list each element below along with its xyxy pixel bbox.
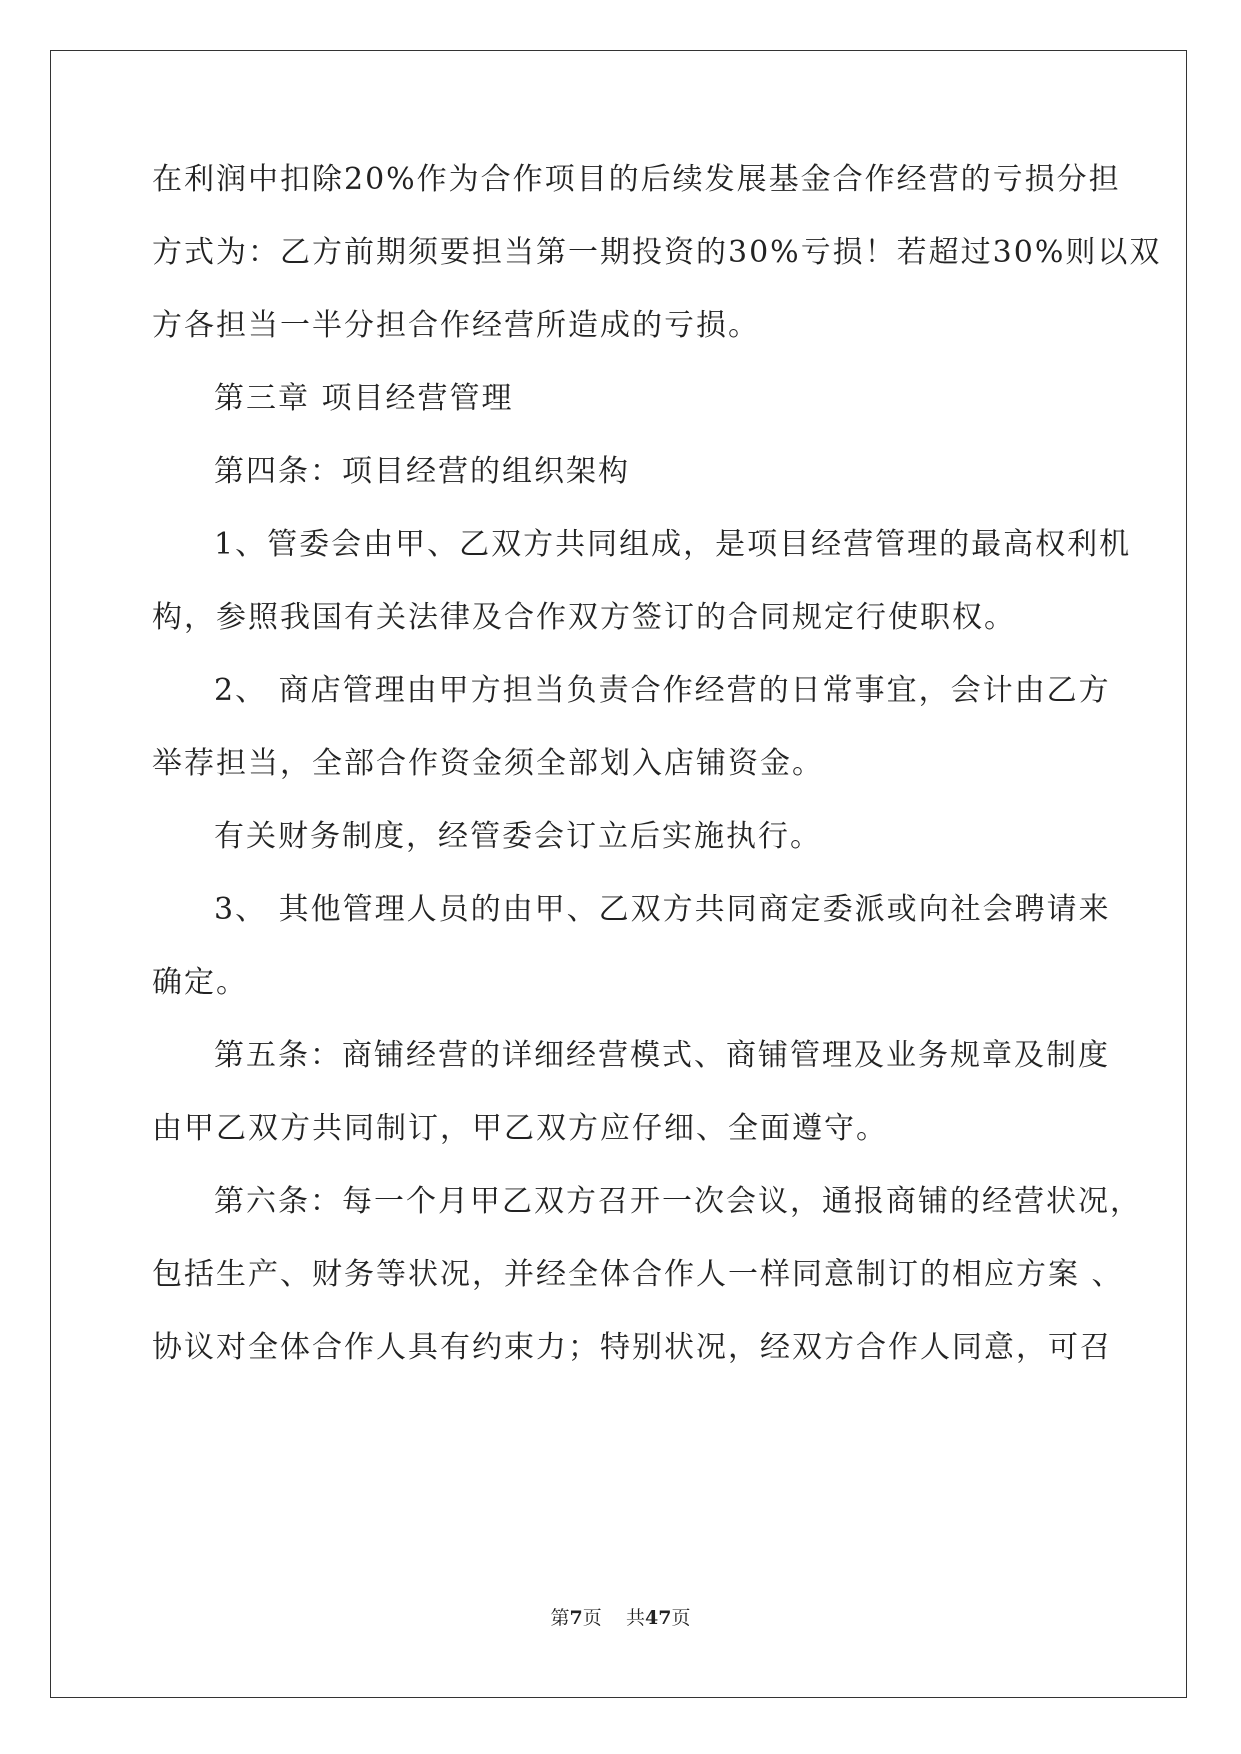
- page-footer: [0, 1606, 1241, 1630]
- text-line: 2、 商店管理由甲方担当负责合作经营的日常事宜，会计由乙方: [214, 673, 1111, 708]
- article-heading: 第四条：项目经营的组织架构: [214, 454, 630, 489]
- text-line: 在利润中扣除20%作为合作项目的后续发展基金合作经营的亏损分担: [152, 162, 1121, 197]
- footer-total-suffix: 页: [671, 1607, 691, 1629]
- text-line: 第六条：每一个月甲乙双方召开一次会议，通报商铺的经营状况，: [214, 1184, 1142, 1219]
- footer-page-word: 页: [582, 1607, 602, 1629]
- current-page-number: 7: [569, 1607, 583, 1629]
- text-line: 包括生产、财务等状况，并经全体合作人一样同意制订的相应方案 、: [152, 1257, 1124, 1292]
- text-line: 构，参照我国有关法律及合作双方签订的合同规定行使职权。: [152, 600, 1016, 635]
- text-line: 第五条：商铺经营的详细经营模式、商铺管理及业务规章及制度: [214, 1038, 1110, 1073]
- footer-prefix: 第: [550, 1607, 570, 1629]
- text-line: 有关财务制度，经管委会订立后实施执行。: [214, 819, 822, 854]
- text-line: 协议对全体合作人具有约束力；特别状况，经双方合作人同意，可召: [152, 1330, 1112, 1365]
- text-line: 方各担当一半分担合作经营所造成的亏损。: [152, 308, 760, 343]
- page-border: [50, 50, 1187, 1698]
- footer-total-prefix: 共: [625, 1607, 645, 1629]
- total-page-number: 47: [644, 1607, 672, 1629]
- text-line: 方式为：乙方前期须要担当第一期投资的30%亏损！若超过30%则以双: [152, 235, 1162, 270]
- text-line: 由甲乙双方共同制订，甲乙双方应仔细、全面遵守。: [152, 1111, 888, 1146]
- chapter-heading: 第三章 项目经营管理: [214, 381, 514, 416]
- text-line: 确定。: [152, 965, 248, 1000]
- text-line: 1、管委会由甲、乙双方共同组成，是项目经营管理的最高权利机: [214, 527, 1132, 562]
- text-line: 举荐担当，全部合作资金须全部划入店铺资金。: [152, 746, 824, 781]
- text-line: 3、 其他管理人员的由甲、乙双方共同商定委派或向社会聘请来: [214, 892, 1111, 927]
